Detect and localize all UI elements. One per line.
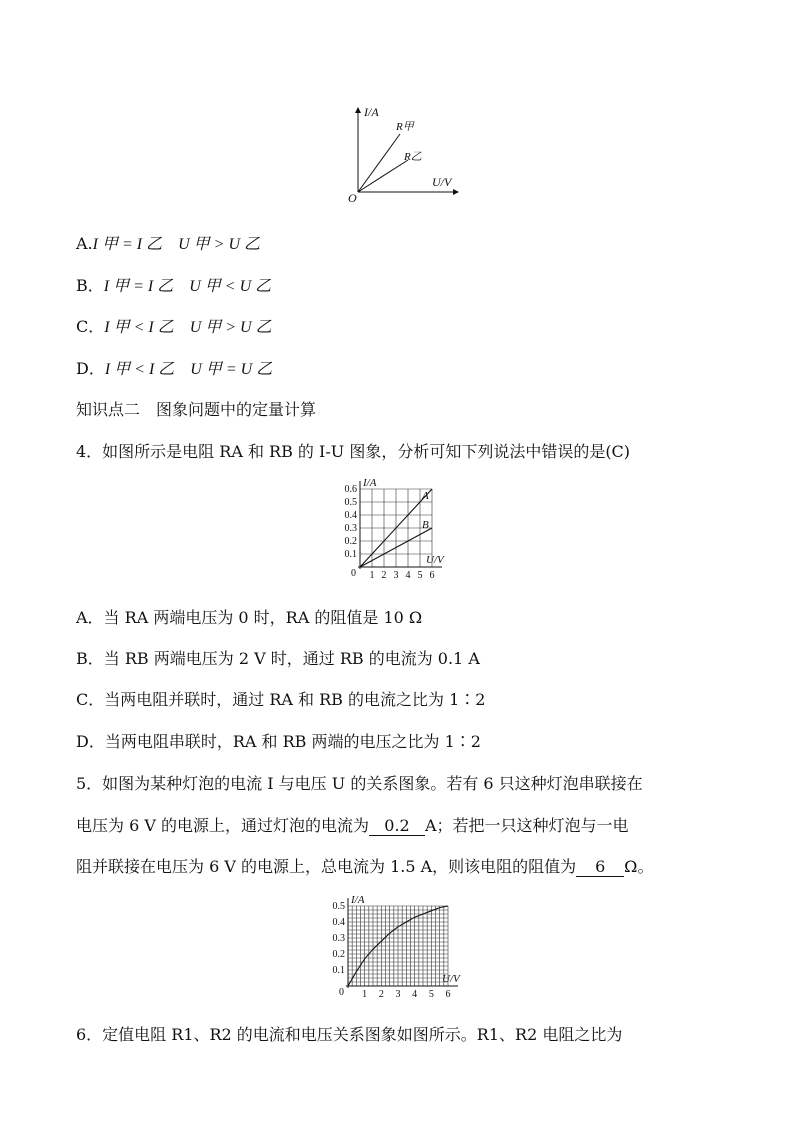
q4-option-d: D．当两电阻串联时，RA 和 RB 两端的电压之比为 1∶2 <box>76 732 481 751</box>
y-axis-label: I/A <box>364 105 379 119</box>
y-tick-label: 0.3 <box>332 933 345 944</box>
x-axis-label: U/V <box>426 554 444 566</box>
figure-iu-sketch <box>340 100 470 208</box>
label-r-yi: R乙 <box>404 151 422 163</box>
x-tick-label: 2 <box>378 989 384 1000</box>
origin-label: 0 <box>339 987 344 998</box>
x-tick-label: 5 <box>417 570 423 580</box>
line-r-yi <box>358 160 408 192</box>
y-tick-label: 0.1 <box>332 965 345 976</box>
q5-line2: 电压为 6 V 的电源上，通过灯泡的电流为 0.2 A；若把一只这种灯泡与一电 <box>76 816 629 835</box>
y-tick-label: 0.5 <box>344 497 357 508</box>
series-label-A: A <box>422 490 429 502</box>
x-tick-label: 3 <box>395 989 401 1000</box>
q5-answer-2: 6 <box>576 858 624 877</box>
origin-label: 0 <box>351 568 356 579</box>
series-label-B: B <box>422 519 429 531</box>
x-tick-label: 1 <box>369 570 375 580</box>
q5-line1: 5．如图为某种灯泡的电流 I 与电压 U 的关系图象。若有 6 只这种灯泡串联接在 <box>76 774 643 793</box>
y-tick-label: 0.6 <box>344 484 357 495</box>
line-r-jia <box>358 134 400 192</box>
x-tick-label: 4 <box>405 570 411 580</box>
y-axis-label: I/A <box>363 477 377 489</box>
x-tick-label: 1 <box>362 989 368 1000</box>
q4-option-a: A．当 RA 两端电压为 0 时，RA 的阻值是 10 Ω <box>76 608 423 627</box>
y-tick-label: 0.2 <box>344 536 357 547</box>
q3-option-c: C．I 甲 < I 乙 U 甲 > U 乙 <box>76 317 272 336</box>
y-tick-label: 0.4 <box>344 510 357 521</box>
q3-option-d: D．I 甲 < I 乙 U 甲 = U 乙 <box>76 359 273 378</box>
x-axis-label: U/V <box>442 973 460 985</box>
x-tick-label: 3 <box>393 570 399 580</box>
q5-line3: 阻并联接在电压为 6 V 的电源上，总电流为 1.5 A，则该电阻的阻值为 6 Ω。 <box>76 857 654 876</box>
x-tick-label: 4 <box>412 989 418 1000</box>
chart-ri-iu <box>330 476 450 580</box>
x-tick-label: 2 <box>381 570 387 580</box>
label-r-jia: R甲 <box>396 121 414 133</box>
y-axis-label: I/A <box>351 894 365 906</box>
x-tick-label: 5 <box>428 989 434 1000</box>
q4-stem: 4．如图所示是电阻 RA 和 RB 的 I-U 图象，分析可知下列说法中错误的是(C) <box>76 442 631 461</box>
y-tick-label: 0.3 <box>344 523 357 534</box>
y-tick-label: 0.1 <box>344 549 357 560</box>
q4-option-c: C．当两电阻并联时，通过 RA 和 RB 的电流之比为 1∶2 <box>76 690 486 709</box>
section-title: 知识点二 图象问题中的定量计算 <box>76 400 317 419</box>
q3-option-b: B．I 甲 = I 乙 U 甲 < U 乙 <box>76 276 272 295</box>
q3-option-a: A.I 甲 = I 乙 U 甲 > U 乙 <box>76 234 261 253</box>
y-tick-label: 0.2 <box>332 949 345 960</box>
x-tick-label: 6 <box>445 989 451 1000</box>
q5-answer-1: 0.2 <box>369 817 425 836</box>
x-tick-label: 6 <box>429 570 435 580</box>
chart-lamp-iu <box>318 890 478 1002</box>
y-tick-label: 0.4 <box>332 917 345 928</box>
q6-line1: 6．定值电阻 R1、R2 的电流和电压关系图象如图所示。R1、R2 电阻之比为 <box>76 1025 623 1044</box>
q4-option-b: B．当 RB 两端电压为 2 V 时，通过 RB 的电流为 0.1 A <box>76 649 480 668</box>
y-tick-label: 0.5 <box>332 901 345 912</box>
origin-label: O <box>348 191 357 205</box>
x-axis-label: U/V <box>432 175 452 189</box>
